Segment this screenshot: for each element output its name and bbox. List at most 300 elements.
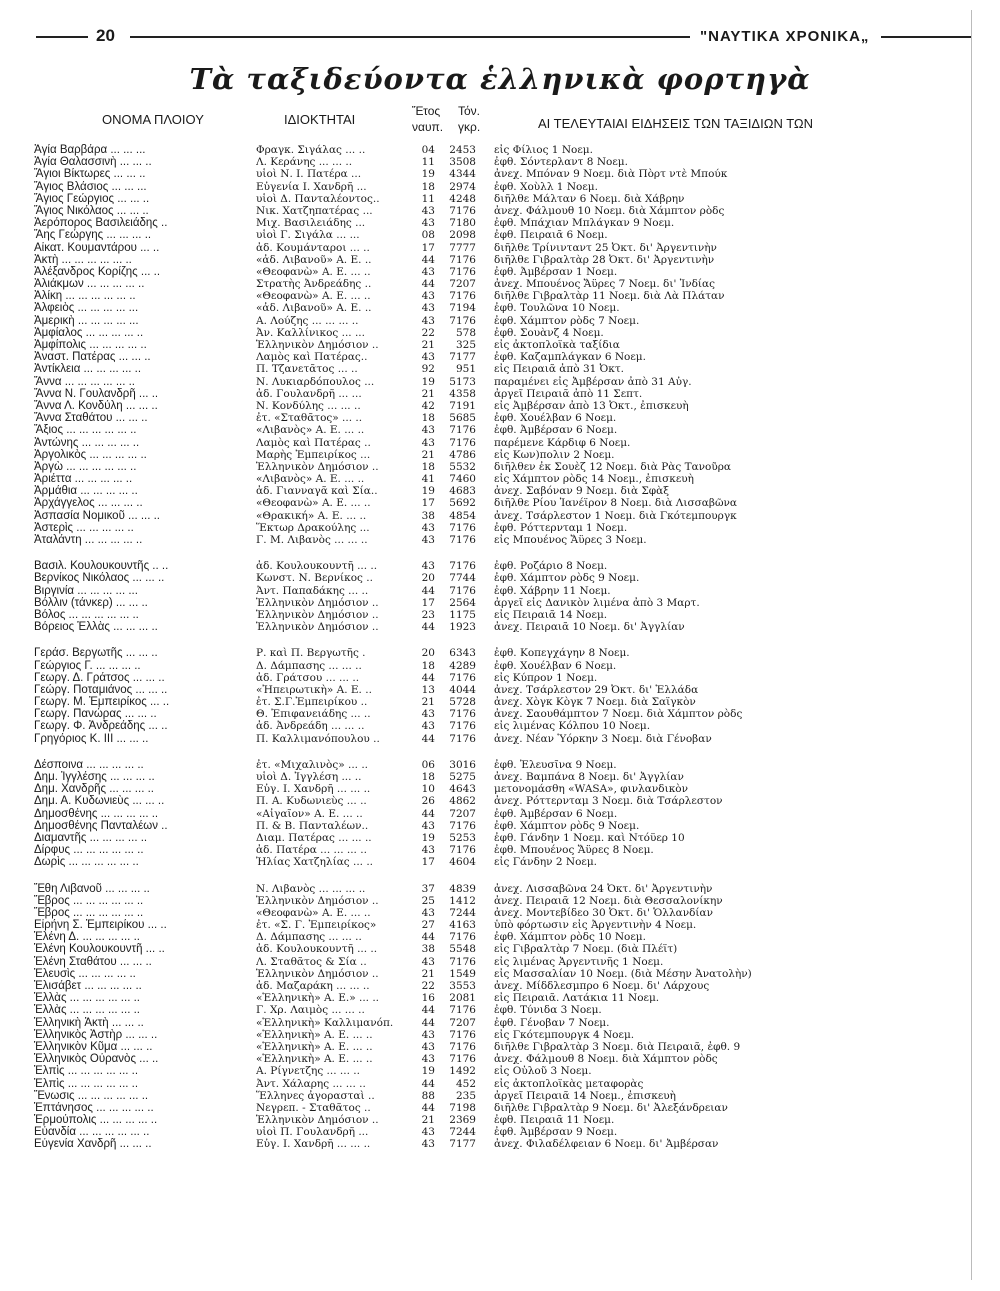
latest-news: ἀνεχ. Χὸγκ Κὸγκ 7 Νοεμ. διὰ Σαϊγκὸν [494, 696, 696, 709]
ship-name: Γεώργιος Γ. ... ... ... .. [34, 659, 141, 672]
owner: ἀδ. Γιανναγᾶ καὶ Σία.. [256, 485, 378, 498]
owner: Θ. Ἐπιφανειάδης ... .. [256, 708, 371, 721]
gross-tons: 7176 [449, 584, 476, 597]
owner: «Λιβανὸς» Α. Ε. ... .. [256, 473, 365, 486]
ship-name: Ἀντίκλεια ... ... ... ... .. [34, 363, 142, 376]
year-built: 43 [421, 424, 435, 437]
gross-tons: 4643 [449, 783, 476, 796]
owner: υἱοὶ Ν. Ι. Πατέρα ... [256, 168, 362, 181]
year-built: 43 [421, 302, 435, 315]
table-row [34, 771, 974, 783]
gross-tons: 4044 [449, 683, 476, 696]
column-header-year-top: Ἔτος [412, 104, 441, 118]
gross-tons: 2974 [449, 180, 476, 193]
latest-news: εἰς Οὐλοῦ 3 Νοεμ. [494, 1065, 592, 1078]
gross-tons: 452 [455, 1077, 476, 1090]
ship-group [34, 144, 974, 546]
gross-tons: 7777 [449, 241, 476, 254]
column-header-news: ΑΙ ΤΕΛΕΥΤΑΙΑΙ ΕΙΔΗΣΕΙΣ ΤΩΝ ΤΑΞΙΔΙΩΝ ΤΩΝ [538, 116, 814, 131]
year-built: 43 [421, 955, 435, 968]
gross-tons: 4854 [449, 509, 476, 522]
gross-tons: 7198 [449, 1101, 476, 1114]
latest-news: ἀνεχ. Μπόναν 9 Νοεμ. διὰ Πὸρτ ντὲ Μπούκ [494, 168, 728, 181]
owner: Ἑλληνικὸν Δημόσιον .. [256, 596, 379, 609]
ship-name: Ἀντώνης ... ... ... ... .. [34, 436, 140, 449]
table-row [34, 254, 974, 266]
ship-name: Δημ. Ἰγγλέσης ... ... ... .. [34, 771, 155, 783]
table-row [34, 388, 974, 400]
latest-news: διῆλθε Τρίνινταντ 25 Ὀκτ. δι' Ἀργεντινὴν [494, 241, 717, 254]
year-built: 08 [421, 229, 435, 242]
gross-tons: 4163 [449, 919, 476, 932]
gross-tons: 578 [455, 326, 476, 339]
table-row [34, 919, 974, 931]
owner: ἀδ. Κουμάνταροι ... .. [256, 241, 370, 254]
latest-news: εἰς Φίλιος 1 Νοεμ. [494, 144, 593, 156]
latest-news: εἰς Χάμπτον ρὸδς 14 Νοεμ., ἐπισκευὴ [494, 473, 694, 486]
owner: Ἀν. Καλλίνικος ... ... [256, 326, 365, 339]
year-built: 44 [421, 1004, 435, 1017]
ship-name: Ἀναστ. Πατέρας ... ... .. [34, 351, 151, 364]
latest-news: μετονομάσθη «WASA», φινλανδικὸν [494, 783, 688, 796]
table-row [34, 339, 974, 351]
owner: Ἕκτωρ Δρακούλης ... [256, 521, 370, 534]
owner: Κωνστ. Ν. Βερνίκος .. [256, 572, 373, 585]
latest-news: εἰς Γιβραλτὰρ 7 Νοεμ. (διὰ Πλέϊτ) [494, 943, 678, 956]
table-row [34, 485, 974, 497]
ship-name: Ἀλίκη ... ... ... ... ... .. [34, 290, 136, 303]
owner: Ἑλληνικὸν Δημόσιον .. [256, 460, 379, 473]
year-built: 27 [421, 919, 435, 932]
year-built: 44 [421, 807, 435, 820]
table-row [34, 376, 974, 388]
gross-tons: 7176 [449, 708, 476, 721]
gross-tons: 4289 [449, 659, 476, 672]
owner: Στρατὴς Ἀνδρεάδης .. [256, 278, 372, 291]
ship-name: Ἄννα ... ... ... ... ... .. [34, 375, 135, 388]
latest-news: ἐφθ. Σουὰνζ 4 Νοεμ. [494, 326, 604, 339]
gross-tons: 7191 [449, 399, 476, 412]
ship-name: Ἑρμούπολις ... ... ... ... .. [34, 1114, 158, 1127]
table-row [34, 759, 974, 771]
year-built: 43 [421, 1028, 435, 1041]
latest-news: ἐφθ. Χάμπτον ρὸδς 7 Νοεμ. [494, 314, 640, 327]
table-row [34, 585, 974, 597]
table-row [34, 560, 974, 572]
table-row [34, 980, 974, 992]
latest-news: ἀνεχ. Μπουένος Ἄϋρες 7 Νοεμ. δι' Ἰνδίας [494, 278, 715, 291]
owner: Λ. Σταθᾶτος & Σία .. [256, 955, 367, 968]
ship-group [34, 560, 974, 633]
owner: Ἑλληνικὸν Δημόσιον .. [256, 967, 379, 980]
table-row [34, 1078, 974, 1090]
latest-news: εἰς Πειραιᾶ. Λατάκια 11 Νοεμ. [494, 992, 660, 1005]
gross-tons: 4358 [449, 387, 476, 400]
ship-name: Γεράσ. Βεργωτῆς ... ... .. [34, 647, 158, 660]
owner: «Θεοφανὼ» Α. Ε. ... .. [256, 290, 371, 303]
year-built: 19 [421, 168, 435, 181]
table-row [34, 437, 974, 449]
ship-name: Δημ. Χανδρῆς ... ... ... .. [34, 783, 154, 796]
owner: Ἠλίας Χατζηλίας ... .. [256, 856, 374, 869]
latest-news: διῆλθε Γιβραλτὰρ 3 Νοεμ. διὰ Πειραιᾶ, ἐφθ. 9 [494, 1040, 741, 1053]
owner: ἐτ. «Σ. Γ. Ἐμπειρίκος» [256, 919, 377, 932]
ship-name: Γεωργ. Φ. Ἀνδρεάδης ... .. [34, 720, 168, 733]
table-row [34, 1138, 974, 1150]
table-row [34, 1041, 974, 1053]
table-row [34, 832, 974, 844]
latest-news: παραμένει εἰς Ἀμβέρσαν ἀπὸ 31 Αὐγ. [494, 375, 692, 388]
owner: «Θεοφανὼ» Α. Ε. ... .. [256, 906, 371, 919]
owner: Π. & Β. Πανταλέων.. [256, 819, 369, 832]
gross-tons: 7176 [449, 1040, 476, 1053]
owner: Ν. Λυκιαρδόπουλος ... [256, 375, 375, 388]
table-row [34, 461, 974, 473]
year-built: 88 [421, 1089, 435, 1102]
table-row [34, 278, 974, 290]
latest-news: εἰς Πειραιᾶ ἀπὸ 31 Ὀκτ. [494, 363, 624, 376]
table-row [34, 696, 974, 708]
ship-group [34, 759, 974, 869]
owner: υἱοὶ Δ. Ἰγγλέση ... .. [256, 771, 362, 783]
owner: «Ἠπειρωτικὴ» Α. Ε. .. [256, 683, 372, 696]
latest-news: διῆλθε Γιβραλτὰρ 28 Ὀκτ. δι' Ἀργεντινὴν [494, 253, 715, 266]
gross-tons: 7244 [449, 1126, 476, 1139]
year-built: 21 [421, 967, 435, 980]
gross-tons: 7180 [449, 217, 476, 230]
table-row [34, 820, 974, 832]
owner: ἐτ. Σ.Γ.Ἐμπειρίκου .. [256, 696, 368, 709]
ship-name: Γεωργ. Πανώρας ... ... .. [34, 708, 157, 721]
ship-name: Βόρειος Ἑλλὰς ... ... ... .. [34, 621, 158, 634]
year-built: 26 [421, 795, 435, 808]
ship-name: Ἑλένη Κουλουκουντῆ ... .. [34, 943, 165, 956]
owner: Φραγκ. Σιγάλας ... .. [256, 144, 366, 156]
year-built: 18 [421, 659, 435, 672]
table-row [34, 1126, 974, 1138]
table-row [34, 907, 974, 919]
latest-news: ἀνεχ. Φάλμουθ 8 Νοεμ. διὰ Χάμπτον ρὸδς [494, 1053, 718, 1066]
table-row [34, 609, 974, 621]
year-built: 43 [421, 1053, 435, 1066]
owner: Μιχ. Βασιλειάδης ... [256, 217, 366, 230]
year-built: 17 [421, 497, 435, 510]
year-built: 43 [421, 436, 435, 449]
owner: ἀδ. Γουλανδρῆ ... ... [256, 387, 362, 400]
latest-news: ἐφθ. Ἀμβέρσαν 6 Νοεμ. [494, 424, 618, 437]
table-row [34, 672, 974, 684]
owner: Ἀντ. Χάλαρης ... ... .. [256, 1077, 366, 1090]
owner: «Θεοφανὼ» Α. Ε. ... .. [256, 497, 371, 510]
owner: υἱοὶ Δ. Πανταλέοντος.. [256, 192, 380, 205]
latest-news: ὑπὸ φόρτωσιν εἰς Ἀργεντινὴν 4 Νοεμ. [494, 919, 697, 932]
ship-name: Ἄννα Ν. Γουλανδρῆ ... .. [34, 387, 159, 400]
gross-tons: 7176 [449, 671, 476, 684]
latest-news: εἰς Πειραιᾶ 14 Νοεμ. [494, 608, 608, 621]
owner: Π. Α. Κυδωνιεὺς ... .. [256, 795, 367, 808]
year-built: 22 [421, 980, 435, 992]
latest-news: ἐφθ. Τουλῶνα 10 Νοεμ. [494, 302, 620, 315]
gross-tons: 2098 [449, 229, 476, 242]
year-built: 43 [421, 351, 435, 364]
owner: «Αἰγαῖον» Α. Ε. ... .. [256, 807, 363, 820]
table-row [34, 1102, 974, 1114]
year-built: 43 [421, 534, 435, 546]
gross-tons: 5692 [449, 497, 476, 510]
gross-tons: 7244 [449, 906, 476, 919]
year-built: 19 [421, 1065, 435, 1078]
owner: Ἕλληνες ἀγορασταὶ .. [256, 1089, 375, 1102]
table-row [34, 720, 974, 732]
latest-news: ἐφθ. Μπάχιαν Μπλάγκαν 9 Νοεμ. [494, 217, 675, 230]
latest-news: ἐφθ. Ἐλευσῖνα 9 Νοεμ. [494, 758, 617, 771]
ship-name: Ἁγία Βαρβάρα ... ... ... [34, 144, 146, 156]
latest-news: ἐφθ. Ἀμβέρσαν 9 Νοεμ. [494, 1126, 618, 1139]
latest-news: εἰς Κων)πολιν 2 Νοεμ. [494, 448, 615, 461]
ship-name: Βασιλ. Κουλουκουντῆς .. .. [34, 560, 169, 573]
table-row [34, 302, 974, 314]
year-built: 19 [421, 831, 435, 844]
ship-name: Βιργινία ... ... ... ... ... [34, 584, 138, 597]
ship-name: Ἀμφίαλος ... ... ... ... .. [34, 326, 144, 339]
year-built: 38 [421, 943, 435, 956]
year-built: 43 [421, 844, 435, 857]
gross-tons: 5173 [449, 375, 476, 388]
ship-name: Ἄννα Λ. Κονδύλη ... ... .. [34, 399, 158, 412]
gross-tons: 5275 [449, 771, 476, 783]
year-built: 23 [421, 608, 435, 621]
ship-name: Ἀρχάγγελος ... ... ... .. [34, 497, 143, 510]
table-row [34, 266, 974, 278]
owner: «Θεοφανὼ» Α. Ε. ... .. [256, 265, 371, 278]
gross-tons: 7207 [449, 807, 476, 820]
table-row [34, 968, 974, 980]
owner: Α. Λούζης ... ... ... .. [256, 314, 359, 327]
table-row [34, 733, 974, 745]
table-row [34, 572, 974, 584]
gross-tons: 7176 [449, 436, 476, 449]
gross-tons: 1923 [449, 621, 476, 634]
ship-name: Δίρφυς ... ... ... ... ... .. [34, 844, 144, 857]
latest-news: ἀνεχ. Φάλμουθ 10 Νοεμ. διὰ Χάμπτον ρὸδς [494, 204, 725, 217]
page-header [36, 22, 971, 52]
ship-name: Ἀρμάθια ... ... ... ... .. [34, 485, 138, 498]
table-row [34, 217, 974, 229]
year-built: 21 [421, 1114, 435, 1127]
owner: ἀδ. Γράτσου ... ... .. [256, 671, 360, 684]
year-built: 25 [421, 894, 435, 907]
table-row [34, 795, 974, 807]
table-row [34, 1065, 974, 1077]
table-row [34, 895, 974, 907]
gross-tons: 7176 [449, 819, 476, 832]
table-row [34, 181, 974, 193]
gross-tons: 4683 [449, 485, 476, 498]
latest-news: ἐφθ. Χουέλβαν 6 Νοεμ. [494, 659, 617, 672]
header-rule-right [881, 36, 971, 38]
table-row [34, 992, 974, 1004]
year-built: 04 [421, 144, 435, 156]
table-row [34, 205, 974, 217]
ship-name: Ἕνωσις ... ... ... ... ... .. [34, 1089, 149, 1102]
ship-name: Ἅγιοι Βίκτωρες ... ... .. [34, 168, 146, 181]
table-row [34, 510, 974, 522]
ship-group [34, 883, 974, 1151]
latest-news: ἀνεχ. Πειραιᾶ 10 Νοεμ. δι' Ἀγγλίαν [494, 621, 685, 634]
table-row [34, 708, 974, 720]
gross-tons: 7176 [449, 720, 476, 733]
owner: ἀδ. Κουλουκουντῆ ... .. [256, 943, 378, 956]
ship-name: Ἅης Γεώργης ... ... ... .. [34, 229, 152, 242]
gross-tons: 1175 [449, 608, 476, 621]
owner: Ἀντ. Παπαδάκης ... .. [256, 584, 369, 597]
table-row [34, 497, 974, 509]
ship-name: Ἅγιος Νικόλαος ... ... .. [34, 204, 149, 217]
owner: Γ. Χρ. Λαιμὸς ... ... .. [256, 1004, 365, 1017]
owner: «Λιβανὸς» Α. Ε. ... .. [256, 424, 365, 437]
table-row [34, 242, 974, 254]
latest-news: ἐφθ. Γάνδην 1 Νοεμ. καὶ Ντόϋερ 10 [494, 831, 685, 844]
year-built: 44 [421, 621, 435, 634]
table-row [34, 647, 974, 659]
owner: Ἑλληνικὸν Δημόσιον .. [256, 1114, 379, 1127]
year-built: 21 [421, 448, 435, 461]
table-row [34, 412, 974, 424]
ship-name: Γεωργ. Δ. Γράτσος ... ... .. [34, 671, 165, 684]
gross-tons: 325 [455, 339, 476, 351]
table-row [34, 844, 974, 856]
latest-news: ἀργεῖ εἰς Δανικὸν λιμένα ἀπὸ 3 Μαρτ. [494, 596, 700, 609]
table-row [34, 956, 974, 968]
owner: «Ἑλληνικὴ» Α. Ε. ... .. [256, 1028, 373, 1041]
table-row [34, 684, 974, 696]
table-row [34, 1053, 974, 1065]
owner: ἐτ. «Σταθᾶτος» ... .. [256, 412, 363, 425]
gross-tons: 4786 [449, 448, 476, 461]
owner: Ρ. καὶ Π. Βεργωτῆς . [256, 647, 366, 660]
column-header-tons-bottom: γκρ. [458, 120, 481, 134]
magazine-title: "ΝΑΥΤΙΚΑ ΧΡΟΝΙΚΑ„ [700, 28, 870, 45]
latest-news: εἰς λιμένας Ἀργεντινῆς 1 Νοεμ. [494, 955, 664, 968]
year-built: 18 [421, 460, 435, 473]
ship-name: Βόλλιν (τάνκερ) ... ... .. [34, 596, 148, 609]
year-built: 16 [421, 992, 435, 1005]
owner: Π. Καλλιμανόπουλου .. [256, 732, 380, 745]
year-built: 17 [421, 856, 435, 869]
owner: «Θρακική» Α. Ε. ... .. [256, 509, 367, 522]
owner: Α. Ρίγνετζης ... ... .. [256, 1065, 360, 1078]
ship-name: Ἀλφειὸς ... ... ... ... ... [34, 302, 139, 315]
year-built: 43 [421, 1040, 435, 1053]
table-row [34, 156, 974, 168]
owner: Ν. Λιβανὸς ... ... ... .. [256, 882, 366, 895]
ship-name: Ἀριέττα ... ... ... ... .. [34, 473, 133, 486]
gross-tons: 1412 [449, 894, 476, 907]
year-built: 43 [421, 217, 435, 230]
ship-name: Ἑλληνικὸς Ἀστὴρ ... ... .. [34, 1028, 158, 1041]
gross-tons: 4604 [449, 856, 476, 869]
table-row [34, 168, 974, 180]
ship-name: Εὐανδία ... ... ... ... ... .. [34, 1126, 150, 1139]
latest-news: ἀνεχ. Λισσαβῶνα 24 Ὀκτ. δι' Ἀργεντινὴν [494, 882, 713, 895]
latest-news: διῆλθε Μάλταν 6 Νοεμ. διὰ Χάβρην [494, 192, 685, 205]
year-built: 92 [421, 363, 435, 376]
owner: ἀδ. Πατέρα ... ... ... .. [256, 844, 367, 857]
gross-tons: 1492 [449, 1065, 476, 1078]
year-built: 43 [421, 290, 435, 303]
ship-name: Γεώργ. Ποταμιάνος ... ... .. [34, 683, 168, 696]
ship-name: Ἀλέξανδρος Κορίζης ... .. [34, 265, 161, 278]
table-row [34, 229, 974, 241]
latest-news: ἀνεχ. Τσάρλεστον 1 Νοεμ. διὰ Γκότεμπουργκ [494, 509, 737, 522]
ship-name: Διαμαντῆς ... ... ... ... .. [34, 831, 148, 844]
gross-tons: 5253 [449, 831, 476, 844]
gross-tons: 2081 [449, 992, 476, 1005]
gross-tons: 7176 [449, 204, 476, 217]
gross-tons: 4862 [449, 795, 476, 808]
latest-news: ἐφθ. Ρόττερνταμ 1 Νοεμ. [494, 521, 628, 534]
gross-tons: 7207 [449, 1016, 476, 1029]
year-built: 43 [421, 708, 435, 721]
owner: Διαμ. Πατέρας ... ... .. [256, 831, 372, 844]
ship-name: Δημοσθένης Πανταλέων .. [34, 819, 168, 832]
latest-news: ἐφθ. Χουέλβαν 6 Νοεμ. [494, 412, 617, 425]
year-built: 38 [421, 509, 435, 522]
gross-tons: 4248 [449, 192, 476, 205]
latest-news: ἀνεχ. Σαουθάμπτον 7 Νοεμ. διὰ Χάμπτον ρὸδς [494, 708, 743, 721]
year-built: 43 [421, 720, 435, 733]
ship-name: Ἀσπασία Νομικοῦ ... ... .. [34, 509, 161, 522]
year-built: 43 [421, 265, 435, 278]
ship-name: Ἅγιος Γεώργιος ... ... .. [34, 192, 150, 205]
latest-news: εἰς λιμένας Κόλπου 10 Νοεμ. [494, 720, 651, 733]
ship-name: Ἀργὼ ... ... ... ... ... .. [34, 460, 137, 473]
latest-news: εἰς Ἀμβέρσαν ἀπὸ 13 Ὀκτ., ἐπισκευὴ [494, 399, 689, 412]
owner: «Ἑλληνικὴ» Α. Ε.» ... .. [256, 992, 380, 1005]
latest-news: εἰς Κύπρον 1 Νοεμ. [494, 671, 598, 684]
gross-tons: 7177 [449, 1138, 476, 1151]
year-built: 44 [421, 671, 435, 684]
owner: Λαμὸς καὶ Πατέρας .. [256, 436, 371, 449]
year-built: 17 [421, 241, 435, 254]
year-built: 42 [421, 399, 435, 412]
gross-tons: 7176 [449, 521, 476, 534]
gross-tons: 235 [455, 1089, 476, 1102]
latest-news: ἐφθ. Ἀμβέρσαν 1 Νοεμ. [494, 265, 618, 278]
year-built: 11 [421, 192, 435, 205]
ship-name: Ἑλλὰς ... ... ... ... ... .. [34, 992, 140, 1005]
table-row [34, 1004, 974, 1016]
gross-tons: 7460 [449, 473, 476, 486]
table-row [34, 883, 974, 895]
year-built: 37 [421, 882, 435, 895]
gross-tons: 7176 [449, 1028, 476, 1041]
ship-group [34, 647, 974, 745]
table-row [34, 144, 974, 156]
year-built: 44 [421, 1077, 435, 1090]
year-built: 19 [421, 485, 435, 498]
year-built: 18 [421, 412, 435, 425]
table-row [34, 783, 974, 795]
ship-name: Δέσποινα ... ... ... ... .. [34, 758, 144, 771]
table-row [34, 351, 974, 363]
latest-news: ἐφθ. Χάβρην 11 Νοεμ. [494, 584, 611, 597]
latest-news: ἐφθ. Ἀμβέρσαν 6 Νοεμ. [494, 807, 618, 820]
ship-name: Ἀμερικὴ ... ... ... ... ... [34, 314, 139, 327]
latest-news: ἀνεχ. Μοντεβίδεο 30 Ὀκτ. δι' Ὁλλανδίαν [494, 906, 713, 919]
table-row [34, 424, 974, 436]
ship-name: Βόλος ... ... ... ... ... .. [34, 608, 139, 621]
